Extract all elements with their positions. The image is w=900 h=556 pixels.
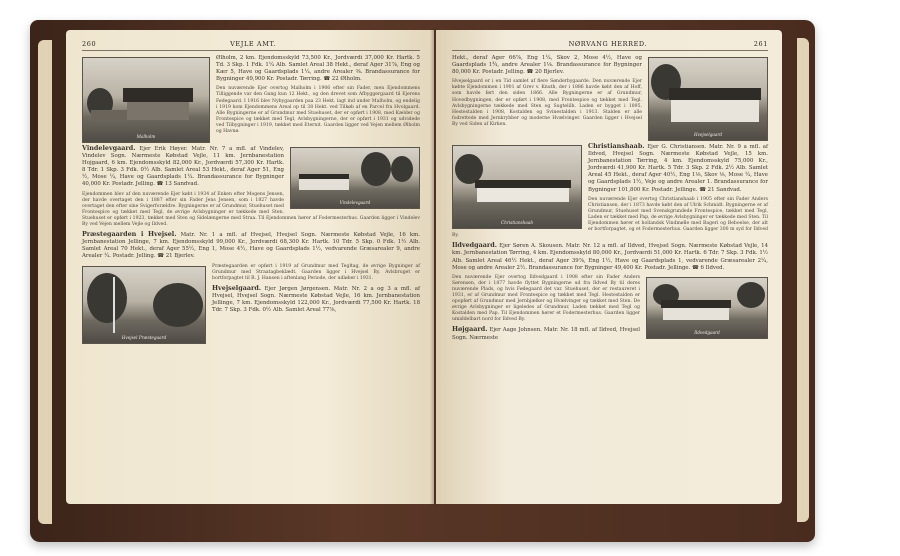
photo-hvejselgaard bbox=[648, 57, 768, 141]
christianshaab-title: Christianshaab. bbox=[588, 142, 645, 150]
photo-hvejselgaard-caption: Hvejselgaard bbox=[693, 132, 723, 137]
photo-ildvedgaard bbox=[646, 277, 768, 339]
page-edges-right bbox=[797, 38, 809, 522]
right-page bbox=[436, 30, 782, 504]
hvejselgaard-history: Hvejselgaard er i en Tid samlet af flere Sønderbygaarde. Den nuværende Ejer købte Ejendommen i 1901 af Grev v. Knuth, der i 1886 havde købt den af Hoff, som havde ført den siden 1866. Alle Bygningerne er af Grundmur, Hovedbygningen, der er opført i 1908, med Frontespice og tækket med Tegl. Avlsbygningerne tækkede med Sten og Sugtelilh. Laden er bygget i 1895, Hestestalden i 1908, Kostalden og Svinestalden i 1913. Stalden er alle fodrettede med Jernkrybber og moderne Hvælvinger. Gaarden ligger i Hvejsel By ved Siden af Kirken. bbox=[452, 79, 642, 127]
left-running-title: VEJLE AMT. bbox=[230, 40, 277, 48]
photo-christianshaab-caption: Christianshaab bbox=[500, 220, 534, 225]
hvejselgaard-title: Hvejselgaard. bbox=[212, 283, 262, 292]
photo-praestegaard-caption: Hvejsel Præstegaard bbox=[121, 334, 167, 340]
right-running-head bbox=[452, 40, 768, 51]
praestegaarden-history: Præstegaarden er opført i 1919 af Grundmur med Tegltag, de øvrige Bygninger af Grundmur med Straatagbeklædt. Gaarden ligger i Hvejsel By. Avlsbruget er bortforpagtet til R. J. Hansen i aftenlang Periode, der udløber i 1931. bbox=[212, 263, 420, 281]
left-running-head bbox=[82, 40, 420, 51]
right-page-number: 261 bbox=[753, 40, 768, 48]
photo-vindelevgaard bbox=[290, 147, 420, 209]
vindelevgaard-history: Ejendommen blev af den nuværende Ejer købt i 1934 af Enken efter Mogens Jensen, der havde overtaget den i 1887 efter sin Fader Jens Jensen, som i 1827 havde overtaget den efter sine Svigerforældre. Bygningerne er af Grundmur, Stuehuset med Frontespice og tækket med Tegl, de øvrige Avlsbygninger er tækkede med Sten. Stuehuset er opført i 1923, tækket med Sten og Sidelængerne med Straa. Til Ejendommen hører af Fodermesterhus. Gaarden ligger i Vindelev By ved Vejen mellem Vejle og Ildved. bbox=[82, 191, 420, 228]
vindelevgaard-title: Vindelevgaard. bbox=[82, 144, 136, 152]
ildvedgaard-text: Ejer Søren A. Skousen. Matr. Nr. 12 a mfl. af Ildved, Hvejsel Sogn. Nærmeste Købstad Vejle, 14 km. Jernbanestation Tørring, 4 km. Ejendomsskyld 80,000 Kr., Jordværdi 51,000 Kr. Hartk. 6 Tdr. 7 Skp. 3 Fdk. 1½ Alb. Samlet Areal 46½ Hekt., deraf Ager 39⅞, Eng 1½, Have og Gaardsplads 1, vedvarende Græsarealer 2¼, Mose og andre Arealer 2½. Brandassurance for Bygninger 49,400 Kr. Postadr. Jellinge. ☎ 6 Ildved. bbox=[452, 243, 768, 271]
hojgaard-text: Ejer Aage Johnsen. Matr. Nr. 18 mfl. af Ildved, Hvejsel Sogn. Nærmeste bbox=[452, 327, 640, 341]
praestegaarden-title: Præstegaarden i Hvejsel. bbox=[82, 230, 177, 239]
left-page bbox=[66, 30, 434, 504]
malholm-history: Den nuværende Ejer overtog Malholm i 1906 efter sin Fader, men Ejendommens Tilliggende var den Gang kun 12 Hekt., og den drevet som Afbyggergaard til Ejerens Fødegaard. I 1916 blev Nybygaarden paa 23 Hekt. lagt ind under Malholm, og endelig i 1919 kom Ejendommens Areal op til 38 Hekt. ved Tilkøb af en Parcel fra Hvolgaard. Alle Bygningerne er af Grundmur med Stuehuset, der er opført i 1908, med Kælder og Frontespice og tækket med Tegl, Avlsbygningerne, der er opført i 1931 og udvidede ved Tilbygninger i 1919, tækket med Eternit. Gaarden ligger ved Vejen mellem Ølholm og Havnø. bbox=[216, 86, 420, 135]
ildvedgaard-title: Ildvedgaard. bbox=[452, 241, 497, 250]
vindelevgaard-text: Ejer Erik Høyer. Matr. Nr. 7 a mfl. af Vindelev, Vindelev Sogn. Nærmeste Købstad Vejle, 11 km. Jernbanestation Hojgaard, 6 km. Ejendomsskyld 82,000 Kr., Jordværdi 57,300 Kr. Hartk. 8 Tdr. 1 Skp. 3 Fdk. 0½ Alb. Samlet Areal 53 Hekt., deraf Ager 51, Eng ½, Mose ¼, Have og Gaardsplads 1¼. Brandassurance for Bygninger 40,000 Kr. Postadr. Jelling. ☎ 13 Sandvad. bbox=[82, 146, 284, 188]
hvejselgaard-cont-text: Hekt., deraf Ager 66⅞, Eng 1¼, Skov 2, Mose 4½, Have og Gaardsplads 1¾, andre Arealer 1⅛. Brandassurance for Bygninger 80,000 Kr. Postadr. Jelling. ☎ 20 Bjerlev. bbox=[452, 55, 642, 76]
left-page-number: 260 bbox=[82, 40, 97, 48]
praestegaarden-text: Matr. Nr. 1 a mfl. af Hvejsel, Hvejsel Sogn. Nærmeste Købstad Vejle, 16 km. Jernbanestation Jellinge, 7 km. Ejendomsskyld 99,000 Kr., Jordværdi 68,300 Kr. Hartk. 10 Tdr. 5 Skp. 0 Fdk. 1½ Alb. Samlet Areal 70 Hekt., deraf Ager 55½, Eng 1, Mose 4½, Have og Gaardsplads 1½, vedvarende Græsarealer 9, andre Arealer ¼. Postadr. Jelling. ☎ 21 Bjerlev. bbox=[82, 232, 421, 260]
photo-praestegaard bbox=[82, 266, 206, 344]
malholm-text: Ølholm, 2 km. Ejendomsskyld 73,500 Kr., Jordværdi 37,000 Kr. Hartk. 5 Td. 3 Skp. 1 Fdk. 1¼ Alb. Samlet Areal 38 Hekt., deraf Ager 31⅞, Eng og Kær 5, Have og Gaardsplads 1¼, andre Arealer ⅜. Brandassurance for Bygninger 49,900 Kr. Postadr. Tørring. ☎ 22 Ølholm. bbox=[216, 55, 420, 83]
photo-malholm bbox=[82, 57, 210, 143]
hojgaard-title: Højgaard. bbox=[452, 325, 488, 334]
photo-vindelevgaard-caption: Vindelevgaard bbox=[339, 200, 371, 205]
christianshaab-history: Den nuværende Ejer overtog Christianshaab i 1905 efter sin Fader Anders Christiansen, der i 1873 havde købt den af Ulrik Schmidt. Bygningerne er af Grundmur, Stuehuset med Svenskgrundede Frontespice, tækket med Tegl, Laden er tækket med Pap, de øvrige Avlsbygninger er tækkede med Sten. Til Ejendommen hører et hollandsk Vindmølle med Bageri og Beboelse, der alt er bortforpagtet, og et Fodermesterhus. Gaarden ligger 300 m syd for Ildved By. bbox=[452, 196, 768, 239]
ildvedgaard-history: Den nuværende Ejer overtog Ildvedgaard i 1908 efter sin Fader Anders Sørensen, der i 1877 havde flyttet Bygningerne ud fra Ildved By til deres nuværende Plads, og hvis Fødegaard det var. Stuehuset, der er restaureret i 1931, er af Grundmur med Frontespice og tækket med Tegl. Hestestalden er opopført af Grundmur med Jernbjælker og Hvælvinger og tækket med Sten. De øvrige Avlsbygninger er ligeledes af Grundmur, Laden tækket med Tegl og Kostalden med Pap. Til Ejendommen hører et Fodermesterhus. Gaarden ligger umiddelbart nord for Ildved By. bbox=[452, 274, 640, 323]
page-edges-left bbox=[38, 40, 52, 524]
photo-ildvedgaard-caption: Ildvedgaard bbox=[694, 329, 720, 335]
hvejselgaard-text: Ejer Jørgen Jørgensen. Matr. Nr. 2 a og 3 a mfl. af Hvejsel, Hvejsel Sogn. Nærmeste Købstad Vejle, 16 km. Jernbanestation Jellinge, 7 km. Ejendomsskyld 122,000 Kr., Jordværdi 77,500 Kr. Hartk. 18 Tdr. 7 Skp. 3 Fdk. 0½ Alb. Samlet Areal 77⅞, bbox=[212, 285, 420, 314]
photo-christianshaab bbox=[452, 145, 582, 229]
photo-malholm-caption: Malholm bbox=[136, 134, 156, 139]
christianshaab-text: Ejer G. Christiansen. Matr. Nr. 9 a mfl. af Ildved, Hvejsel Sogn. Nærmeste Købstad Vejle, 15 km. Jernbanestation Tørring, 4 km. Ejendomsskyld 75,000 Kr., Jordværdi 41,900 Kr. Hartk. 5 Tdr. 3 Skp. 2 Fdk. 2½ Alb. Samlet Areal 45 Hekt., deraf Ager 40½, Eng 1⅛, Skov ⅛, Mose ¼, Have og Gaardsplads 1½, Veje og andre Arealer 1. Brandassurance for Bygninger 101,800 Kr. Postadr. Jellinge. ☎ 21 Sandvad. bbox=[588, 144, 768, 193]
right-running-title: NØRVANG HERRED. bbox=[568, 40, 648, 48]
